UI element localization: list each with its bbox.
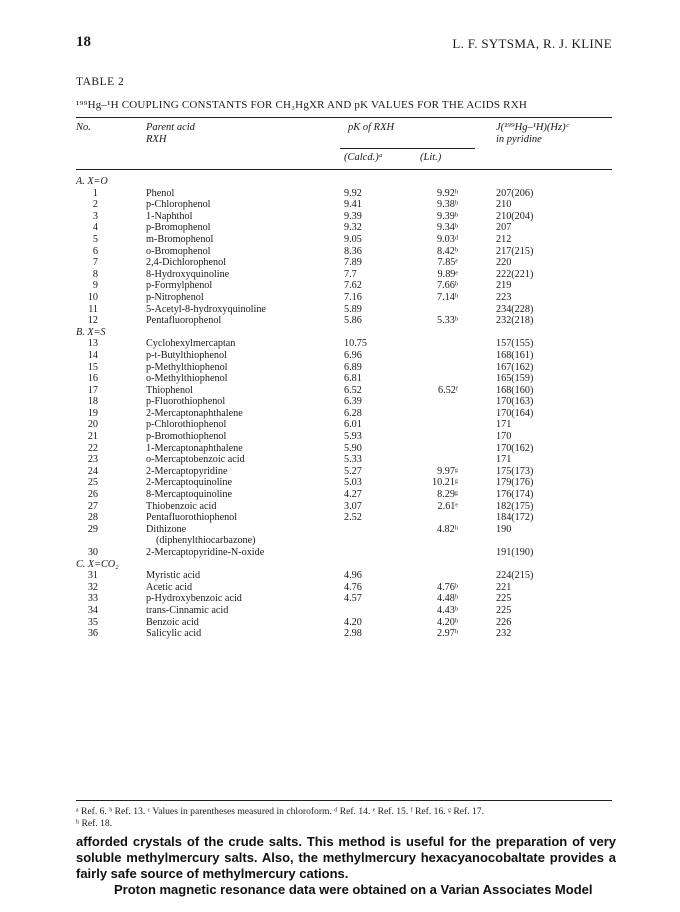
cell-no: 36 [87,628,98,640]
table-row [76,582,612,594]
col-header-j-line2: in pyridine [496,134,542,145]
col-header-calcd: (Calcd.)ᵃ [344,152,383,163]
cell-pk-calcd: 10.75 [344,338,367,350]
cell-pk-calcd: 5.33 [344,454,362,466]
cell-coupling-constant: 170 [496,431,512,443]
cell-coupling-constant: 210 [496,199,512,211]
cell-parent-acid: o-Bromophenol [146,245,211,257]
col-header-pk: pK of RXH [348,122,395,133]
cell-pk-calcd: 6.28 [344,407,362,419]
cell-no: 29 [87,523,98,535]
cell-no: 35 [87,616,98,628]
cell-coupling-constant: 232 [496,628,512,640]
cell-parent-acid: Acetic acid [146,581,193,593]
body-paragraph: afforded crystals of the crude salts. This method is useful for the preparation of very soluble methylmercury salts. Also, the methylmercury hexacyanocobaltate provides a fairly safe source of methylmercury cations. [76,834,616,881]
cell-pk-calcd: 6.39 [344,396,362,408]
cell-pk-lit: 4.82ʰ [436,523,458,535]
cell-coupling-constant: 234(228) [496,303,534,315]
cell-coupling-constant: 171 [496,454,512,466]
cell-coupling-constant: 191(190) [496,547,534,558]
table-row [76,408,612,420]
cell-no: 5 [92,233,98,245]
cell-coupling-constant: 168(161) [496,349,534,361]
cell-pk-lit: 9.89ᵉ [437,268,458,280]
section-label: B. X=S [76,326,106,338]
cell-pk-calcd: 7.62 [344,280,362,292]
col-header-no: No. [76,122,91,133]
cell-parent-acid: Phenol [146,187,175,199]
table-row [76,512,612,524]
cell-parent-acid: 1-Mercaptonaphthalene [146,442,243,454]
table-row [76,292,612,304]
table-row [76,443,612,455]
cell-no: 34 [87,604,98,616]
cell-coupling-constant: 220 [496,257,512,269]
table-top-rule [76,117,612,118]
cell-pk-lit: 5.33ᵇ [437,315,458,327]
cell-parent-acid: p-Bromophenol [146,222,211,234]
cell-parent-acid: 2-Mercaptonaphthalene [146,407,243,419]
cell-parent-acid: Benzoic acid [146,616,199,628]
cell-pk-lit: 8.42ᵇ [437,245,458,257]
cell-parent-acid: 8-Hydroxyquinoline [146,268,230,280]
cell-parent-acid: m-Bromophenol [146,233,214,245]
cell-pk-calcd: 9.32 [344,222,362,234]
cell-pk-calcd: 5.86 [344,315,362,327]
cell-parent-acid: p-Chlorophenol [146,199,211,211]
cell-parent-acid: p-t-Butylthiophenol [146,349,227,361]
cell-coupling-constant: 168(160) [496,384,534,396]
cell-pk-calcd: 3.07 [344,500,362,512]
cell-coupling-constant: 212 [496,233,512,245]
cell-no: 4 [92,222,98,234]
table-row [76,246,612,258]
table-row [76,211,612,223]
cell-parent-acid: p-Formylphenol [146,280,213,292]
cell-parent-acid: Salicylic acid [146,628,202,640]
col-header-acid-line1: Parent acid [146,122,195,133]
cell-coupling-constant: 157(155) [496,338,534,350]
table-row [76,547,612,559]
table-row [76,605,612,617]
cell-pk-calcd: 5.27 [344,465,362,477]
table-row [76,593,612,605]
cell-pk-lit: 9.97ᵍ [437,465,458,477]
cell-no: 12 [87,315,98,327]
page-number: 18 [76,34,91,50]
body-text [76,834,616,898]
cell-coupling-constant: 179(176) [496,477,534,489]
cell-no: 24 [87,465,98,477]
cell-no: 15 [87,361,98,373]
cell-pk-lit: 7.85ᵉ [437,257,458,269]
table-row [76,431,612,443]
cell-parent-acid: 2-Mercaptopyridine [146,465,228,477]
cell-no: 22 [87,442,98,454]
table-row [76,396,612,408]
cell-no: 20 [87,419,98,431]
cell-pk-calcd: 2.52 [344,512,362,524]
cell-parent-acid: p-Chlorothiophenol [146,419,227,431]
cell-pk-calcd: 7.7 [344,268,357,280]
table-row [76,338,612,350]
cell-pk-calcd: 4.20 [344,616,362,628]
cell-pk-calcd: 5.93 [344,431,362,443]
section-row [76,176,612,188]
cell-pk-calcd: 7.89 [344,257,362,269]
cell-pk-lit: 7.14ᵇ [437,291,458,303]
table-label: TABLE 2 [76,76,125,88]
table-body [76,176,612,640]
cell-pk-calcd: 5.03 [344,477,362,489]
cell-coupling-constant: 170(162) [496,442,534,454]
cell-parent-acid: p-Bromothiophenol [146,431,227,443]
table-row [76,234,612,246]
table-row [76,419,612,431]
cell-pk-calcd: 4.96 [344,570,362,582]
cell-no: 9 [92,280,98,292]
cell-coupling-constant: 225 [496,593,512,605]
footnote-line: ʰ Ref. 18. [76,818,113,829]
cell-coupling-constant: 184(172) [496,512,534,524]
cell-coupling-constant: 170(164) [496,407,534,419]
cell-parent-acid: (diphenylthiocarbazone) [156,535,256,547]
col-header-acid-line2: RXH [146,134,167,145]
cell-coupling-constant: 170(163) [496,396,534,408]
col-header-lit: (Lit.) [420,152,442,163]
cell-coupling-constant: 225 [496,604,512,616]
section-row [76,327,612,339]
cell-pk-lit: 7.66ᵇ [437,280,458,292]
cell-parent-acid: Dithizone [146,523,187,535]
cell-pk-lit: 4.76ᵇ [437,581,458,593]
table-row [76,617,612,629]
cell-pk-lit: 10.21ᵍ [432,477,458,489]
table-row [76,315,612,327]
cell-no: 19 [87,407,98,419]
cell-parent-acid: o-Methylthiophenol [146,373,228,385]
cell-parent-acid: Pentafluorothiophenol [146,512,238,524]
cell-parent-acid: p-Nitrophenol [146,291,204,303]
cell-parent-acid: 8-Mercaptoquinoline [146,489,233,501]
cell-no: 17 [87,384,98,396]
table-footnotes [76,806,612,830]
cell-no: 23 [87,454,98,466]
cell-no: 31 [87,570,98,582]
cell-coupling-constant: 165(159) [496,373,534,385]
cell-no: 32 [87,581,98,593]
cell-pk-calcd: 4.76 [344,581,362,593]
table-row [76,350,612,362]
cell-parent-acid: 2,4-Dichlorophenol [146,257,227,269]
cell-no: 6 [92,245,98,257]
cell-no: 2 [92,199,98,211]
cell-parent-acid: o-Mercaptobenzoic acid [146,454,245,466]
cell-pk-lit: 9.38ᵇ [437,199,458,211]
cell-coupling-constant: 176(174) [496,489,534,501]
table-row [76,477,612,489]
cell-parent-acid: 1-Naphthol [146,210,193,222]
cell-pk-calcd: 9.05 [344,233,362,245]
table-row [76,304,612,316]
table-row [76,280,612,292]
section-label: A. X=O [76,176,108,187]
cell-pk-lit: 4.48ᵇ [437,593,458,605]
table-row [76,454,612,466]
table-row [76,257,612,269]
table-row [76,385,612,397]
table-row [76,628,612,640]
cell-pk-calcd: 2.98 [344,628,362,640]
cell-pk-calcd: 6.96 [344,349,362,361]
cell-parent-acid: 5-Acetyl-8-hydroxyquinoline [146,303,266,315]
cell-no: 27 [87,500,98,512]
cell-pk-calcd: 4.57 [344,593,362,605]
table-row [76,501,612,513]
cell-parent-acid: Pentafluorophenol [146,315,222,327]
cell-pk-lit: 4.20ᵇ [437,616,458,628]
table-row [76,222,612,234]
table-title: ¹⁹⁹Hg–¹H COUPLING CONSTANTS FOR CH₃HgXR AND pK VALUES FOR THE ACIDS RXH [76,99,528,111]
table-row [76,489,612,501]
cell-no: 25 [87,477,98,489]
table-row [76,524,612,536]
cell-no: 18 [87,396,98,408]
cell-parent-acid: trans-Cinnamic acid [146,604,229,616]
cell-no: 26 [87,489,98,501]
cell-pk-lit: 2.61ᵉ [437,500,458,512]
cell-no: 10 [87,291,98,303]
cell-pk-lit: 6.52ᶠ [438,384,458,396]
cell-pk-calcd: 6.52 [344,384,362,396]
cell-pk-calcd: 4.27 [344,489,362,501]
cell-coupling-constant: 190 [496,523,512,535]
table-row [76,188,612,200]
cell-pk-lit: 4.43ᵇ [437,604,458,616]
cell-no: 14 [87,349,98,361]
cell-coupling-constant: 217(215) [496,245,534,257]
cell-no: 3 [92,210,98,222]
cell-coupling-constant: 219 [496,280,512,292]
cell-pk-calcd: 6.81 [344,373,362,385]
cell-pk-lit: 2.97ᵇ [437,628,458,640]
cell-parent-acid: Myristic acid [146,570,201,582]
body-paragraph: Proton magnetic resonance data were obtained on a Varian Associates Model [114,882,593,897]
table-header-rule [76,169,612,170]
cell-coupling-constant: 171 [496,419,512,431]
cell-coupling-constant: 226 [496,616,512,628]
cell-pk-calcd: 5.90 [344,442,362,454]
cell-pk-lit: 9.92ᵇ [437,187,458,199]
table-row [76,535,612,547]
footnote-line: ᵃ Ref. 6. ᵇ Ref. 13. ᶜ Values in parentheses measured in chloroform. ᵈ Ref. 14. ᵉ Ref. 15. ᶠ Ref. 16. ᵍ Ref. 17. [76,806,484,817]
cell-parent-acid: p-Hydroxybenzoic acid [146,593,242,605]
cell-no: 28 [87,512,98,524]
table-row [76,466,612,478]
cell-no: 13 [87,338,98,350]
cell-pk-calcd: 7.16 [344,291,362,303]
table-bottom-rule [76,800,612,801]
cell-pk-calcd: 9.39 [344,210,362,222]
cell-pk-calcd: 6.01 [344,419,362,431]
col-header-j-line1: J(¹⁹⁹Hg–¹H)(Hz)ᶜ [496,122,569,133]
cell-coupling-constant: 224(215) [496,570,534,582]
cell-pk-calcd: 6.89 [344,361,362,373]
cell-pk-lit: 8.29ᵍ [437,489,458,501]
cell-no: 16 [87,373,98,385]
cell-no: 30 [87,547,98,558]
running-header-authors: L. F. SYTSMA, R. J. KLINE [452,36,612,51]
cell-coupling-constant: 207 [496,222,512,234]
cell-parent-acid: p-Fluorothiophenol [146,396,226,408]
cell-pk-calcd: 9.92 [344,187,362,199]
table-row [76,269,612,281]
table-row [76,570,612,582]
cell-coupling-constant: 221 [496,581,512,593]
cell-coupling-constant: 175(173) [496,465,534,477]
cell-no: 21 [87,431,98,443]
cell-coupling-constant: 222(221) [496,268,534,280]
cell-pk-calcd: 5.89 [344,303,362,315]
table-row [76,199,612,211]
cell-no: 8 [92,268,98,280]
cell-parent-acid: 2-Mercaptopyridine-N-oxide [146,547,265,558]
cell-coupling-constant: 167(162) [496,361,534,373]
table-row [76,373,612,385]
cell-no: 7 [92,257,98,269]
cell-parent-acid: Thiobenzoic acid [146,500,217,512]
cell-parent-acid: Cyclohexylmercaptan [146,338,236,350]
cell-coupling-constant: 207(206) [496,187,534,199]
section-row [76,559,612,571]
cell-no: 1 [92,187,98,199]
cell-coupling-constant: 182(175) [496,500,534,512]
section-label: C. X=CO₂ [76,558,119,570]
pk-subheader-rule [340,148,475,149]
cell-pk-lit: 9.03ᵈ [437,233,458,245]
cell-parent-acid: Thiophenol [146,384,193,396]
cell-parent-acid: p-Methylthiophenol [146,361,228,373]
cell-no: 11 [88,303,98,315]
cell-no: 33 [87,593,98,605]
cell-coupling-constant: 210(204) [496,210,534,222]
table-row [76,362,612,374]
cell-coupling-constant: 223 [496,291,512,303]
cell-pk-lit: 9.34ᵇ [437,222,458,234]
cell-parent-acid: 2-Mercaptoquinoline [146,477,233,489]
cell-pk-lit: 9.39ᵇ [437,210,458,222]
cell-coupling-constant: 232(218) [496,315,534,327]
cell-pk-calcd: 9.41 [344,199,362,211]
cell-pk-calcd: 8.36 [344,245,362,257]
